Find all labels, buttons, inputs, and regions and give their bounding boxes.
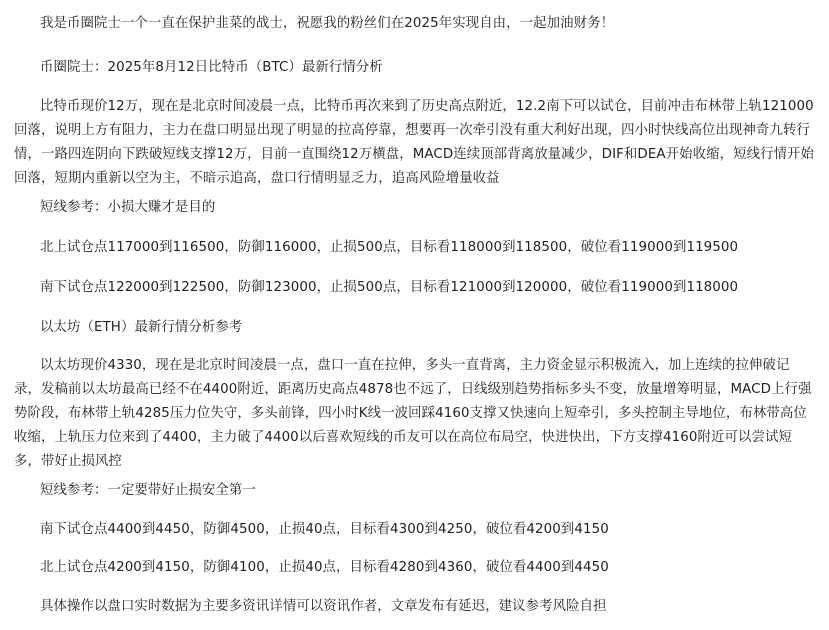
btc-analysis-title: 币圈院士：2025年8月12日比特币（BTC）最新行情分析 (40, 60, 383, 75)
eth-long-plan: 北上试仓点4200到4150，防御4100，止损40点，目标看4280到4360，破位看4400到4450 (40, 560, 609, 575)
intro-paragraph: 我是币圈院士一个一直在保护韭菜的战士，祝愿我的粉丝们在2025年实现自由，一起加油财务！ (40, 16, 615, 31)
btc-analysis-paragraph: 比特币现价12万，现在是北京时间凌晨一点，比特币再次来到了历史高点附近，12.2南下可以试仓，目前冲击布林带上轨121000回落，说明上方有阻力，主力在盘口明显出现了明显的拉高停靠，想要再一次牵引没有重大利好出现，四小时快线高位出现神奇九转行情，一路四连阴向下跌破短线支撑12万，目前一直围绕12万横盘，MACD连续顶部背离放量减少，DIF和DEA开始收缩，短线行情开始回落，短期内重新以空为主，不暗示追高，盘口行情明显乏力，追高风险增量收益 (14, 99, 815, 186)
eth-short-term-reference-title: 短线参考：一定要带好止损安全第一 (40, 483, 256, 498)
eth-analysis-paragraph: 以太坊现价4330，现在是北京时间凌晨一点，盘口一直在拉伸，多头一直背离，主力资金显示积极流入，加上连续的拉伸破记录，发稿前以太坊最高已经不在4400附近，距离历史高点4878也不远了，日线级别趋势指标多头不变，放量增筹明显，MACD上行强势阶段，布林带上轨4285压力位失守，多头前锋，四小时K线一波回踩4160支撑又快速向上短牵引，多头控制主导地位，布林带高位收缩，上轨压力位来到了4400，主力破了4400以后喜欢短线的币友可以在高位布局空，快进快出，下方支撑4160附近可以尝试短多，带好止损风控 (14, 358, 812, 469)
eth-short-plan: 南下试仓点4400到4450，防御4500，止损40点，目标看4300到4250，破位看4200到4150 (40, 522, 609, 537)
btc-short-term-reference-title: 短线参考：小损大赚才是目的 (40, 200, 216, 215)
eth-analysis-title: 以太坊（ETH）最新行情分析参考 (40, 320, 243, 335)
btc-short-plan: 南下试仓点122000到122500，防御123000，止损500点，目标看121000到120000，破位看119000到118000 (40, 280, 739, 295)
disclaimer-paragraph: 具体操作以盘口实时数据为主要多资讯详情可以资讯作者，文章发布有延迟，建议参考风险自担 (40, 599, 607, 614)
btc-long-plan: 北上试仓点117000到116500，防御116000，止损500点，目标看118000到118500，破位看119000到119500 (40, 240, 739, 255)
